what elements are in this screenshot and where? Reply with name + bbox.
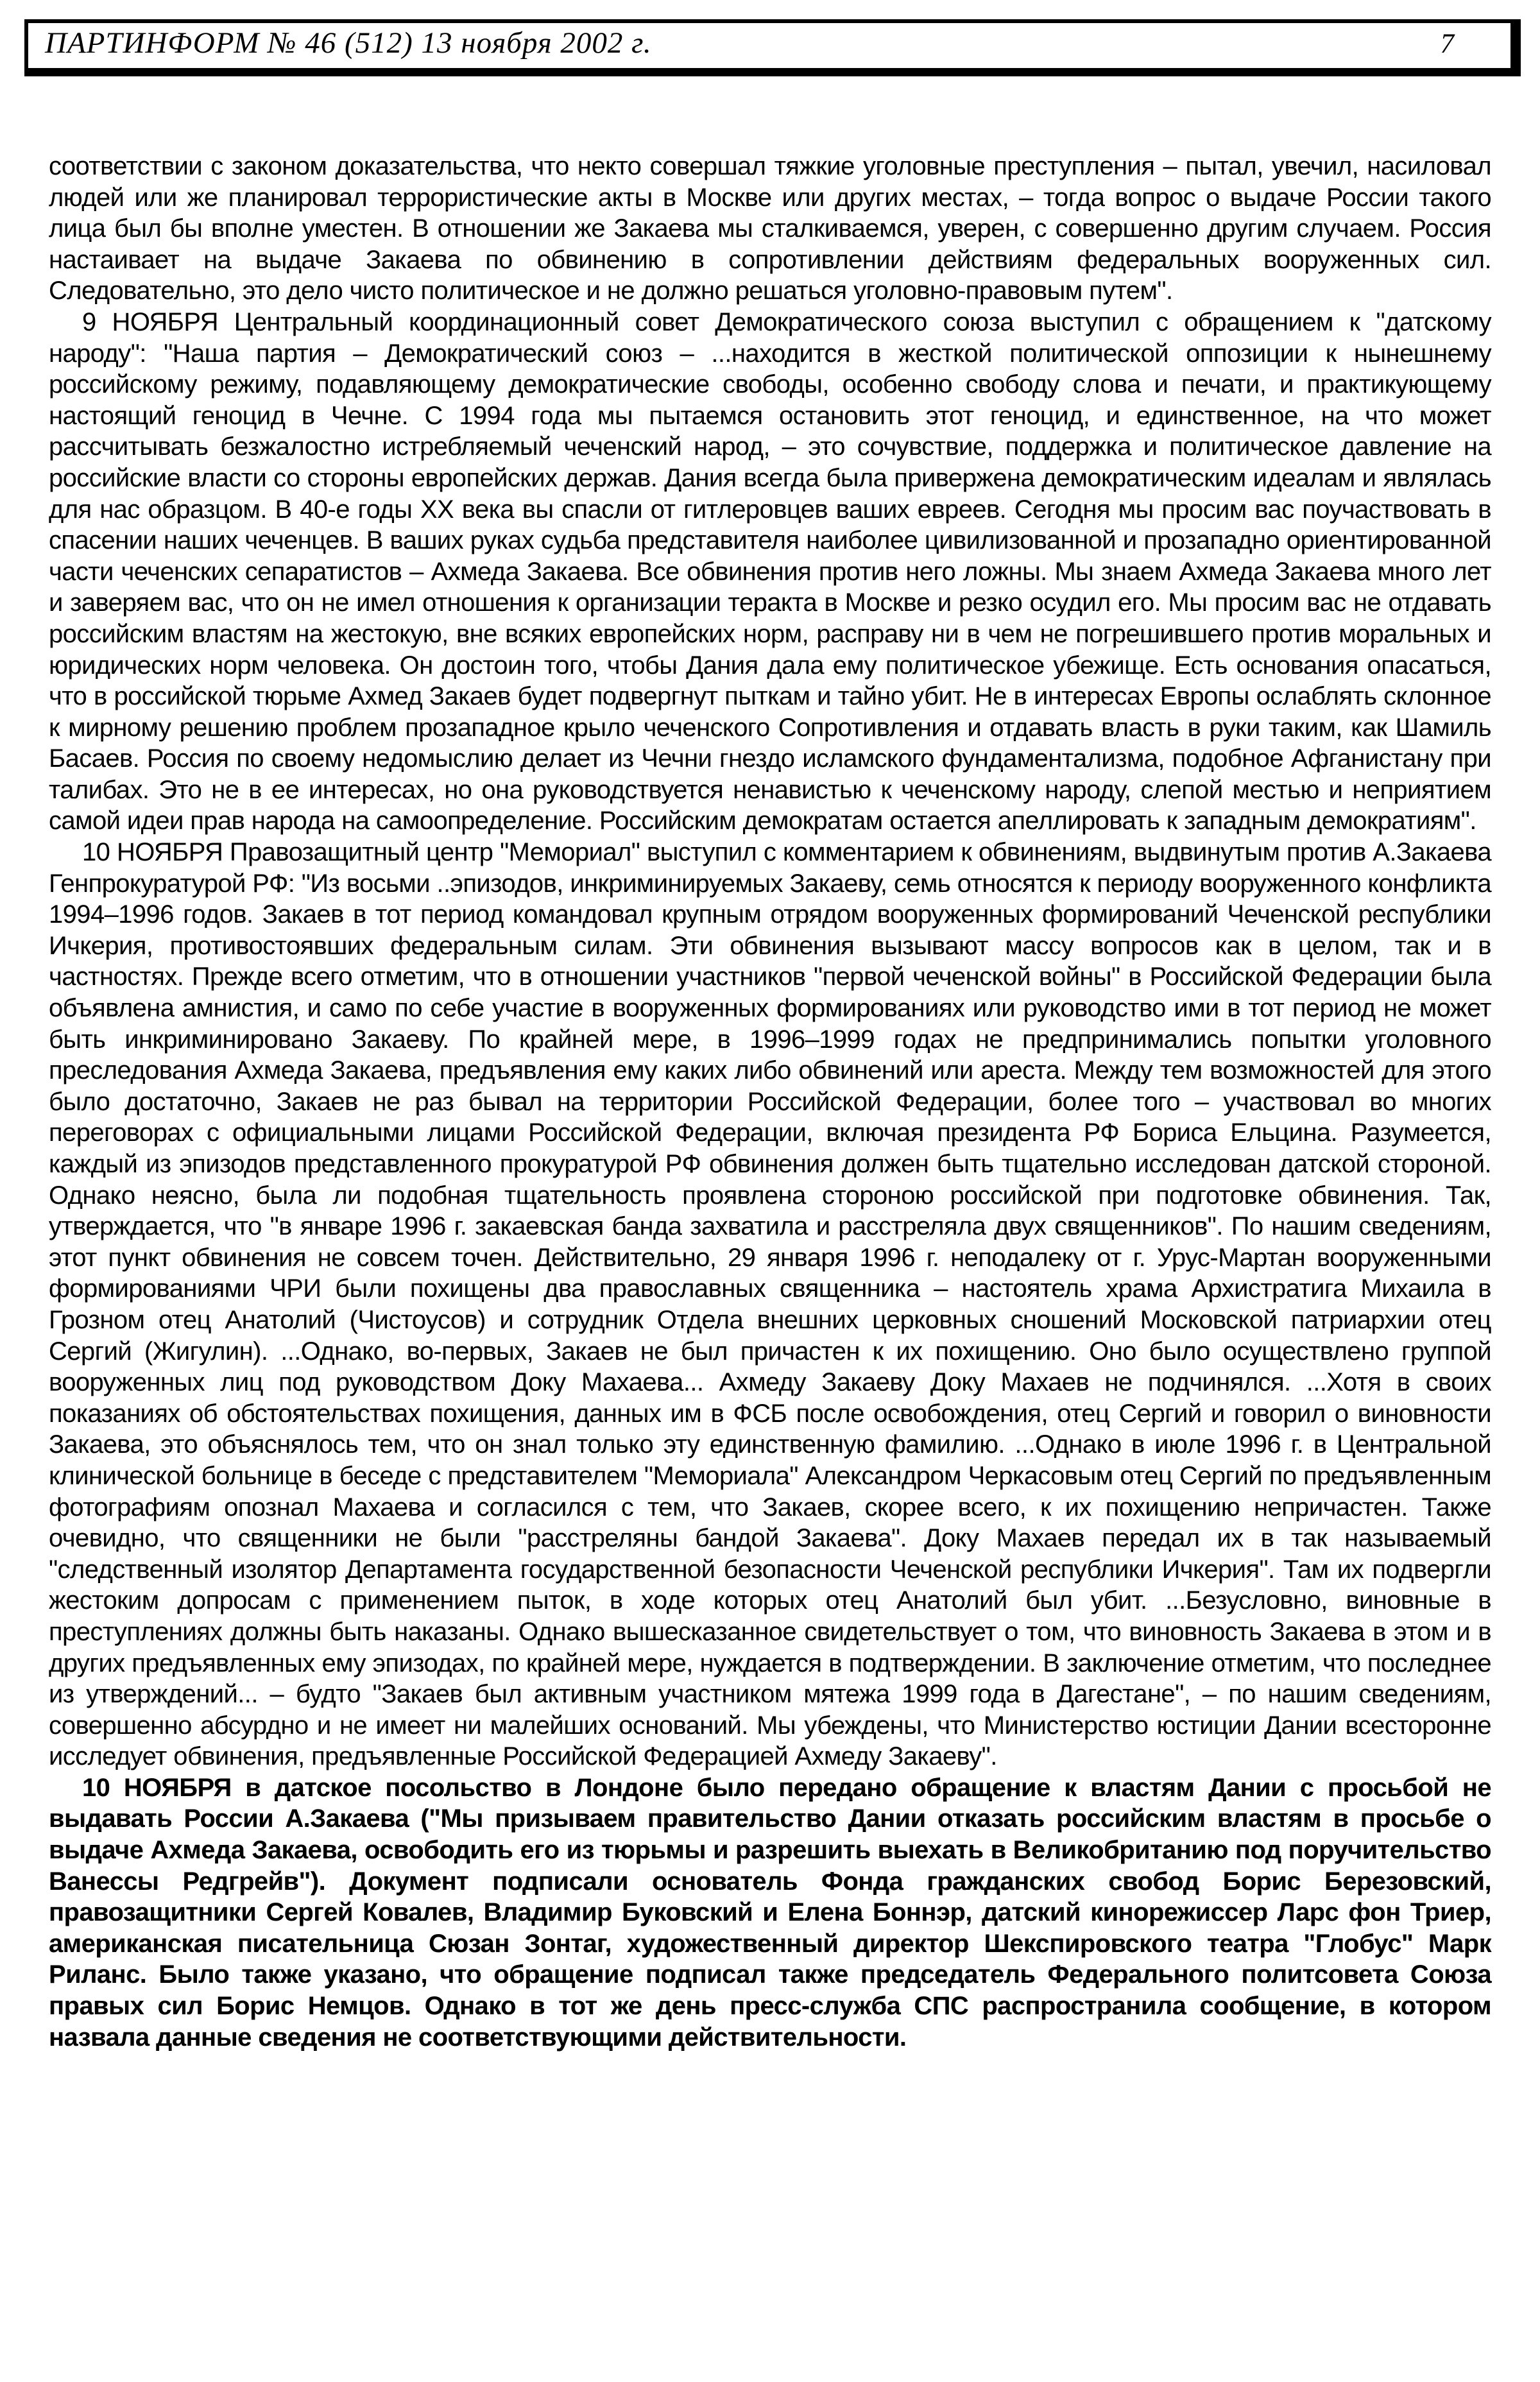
article-body: [49, 151, 1491, 2053]
paragraph-continuation: соответствии с законом доказательства, что некто совершал тяжкие уголовные преступления – пытал, увечил, насиловал людей или же планировал террористические акты в Москве или других местах, – тогда вопрос о выдаче России такого лица был бы вполне уместен. В отношении же Закаева мы сталкиваемся, уверен, с совершенно другим случаем. Россия настаивает на выдаче Закаева по обвинению в сопротивлении действиям федеральных вооруженных сил. Следовательно, это дело чисто политическое и не должно решаться уголовно-правовым путем".: [49, 152, 1491, 305]
paragraph-10-november-embassy: 10 НОЯБРЯ в датское посольство в Лондоне было передано обращение к властям Дании с просьбой не выдавать России А.Закаева ("Мы призываем правительство Дании отказать российским властям в просьбе о выдаче Ахмеда Закаева, освободить его из тюрьмы и разрешить выехать в Великобританию под поручительство Ванессы Редгрейв"). Документ подписали основатель Фонда гражданских свобод Борис Березовский, правозащитники Сергей Ковалев, Владимир Буковский и Елена Боннэр, датский кинорежиссер Ларс фон Триер, американская писательница Сюзан Зонтаг, художественный директор Шекспировского театра "Глобус" Марк Риланс. Было также указано, что обращение подписал также председатель Федерального политсовета Союза правых сил Борис Немцов. Однако в тот же день пресс-служба СПС распространила сообщение, в котором назвала данные сведения не соответствующими действительности.: [49, 1773, 1491, 2052]
page-header: [24, 19, 1521, 76]
page-number: 7: [1440, 29, 1454, 59]
paragraph-9-november-demunion: 9 НОЯБРЯ Центральный координационный совет Демократического союза выступил с обращением к "датскому народу": "Наша партия – Демократический союз – ...находится в жесткой политической оппозиции к нынешнему российскому режиму, подавляющему демократические свободы, особенно свободу слова и печати, и практикующему настоящий геноцид в Чечне. С 1994 года мы пытаемся остановить этот геноцид, и единственное, на что может рассчитывать безжалостно истребляемый чеченский народ, – это сочувствие, поддержка и политическое давление на российские власти со стороны европейских держав. Дания всегда была привержена демократическим идеалам и являлась для нас образцом. В 40-е годы XX века вы спасли от гитлеровцев ваших евреев. Сегодня мы просим вас поучаствовать в спасении наших чеченцев. В ваших руках судьба представителя наиболее цивилизованной и прозападно ориентированной части чеченских сепаратистов – Ахмеда Закаева. Все обвинения против него ложны. Мы знаем Ахмеда Закаева много лет и заверяем вас, что он не имел отношения к организации теракта в Москве и резко осудил его. Мы просим вас не отдавать российским властям на жестокую, вне всяких европейских норм, расправу ни в чем не погрешившего против моральных и юридических норм человека. Он достоин того, чтобы Дания дала ему политическое убежище. Есть основания опасаться, что в российской тюрьме Ахмед Закаев будет подвергнут пыткам и тайно убит. Не в интересах Европы ослаблять склонное к мирному решению проблем прозападное крыло чеченского Сопротивления и отдавать власть в руки таким, как Шамиль Басаев. Россия по своему недомыслию делает из Чечни гнездо исламского фундаментализма, подобное Афганистану при талибах. Это не в ее интересах, но она руководствуется ненавистью к чеченскому народу, слепой местью и неприятием самой идеи прав народа на самоопределение. Российским демократам остается апеллировать к западным демократиям".: [49, 307, 1491, 835]
paragraph-10-november-memorial: 10 НОЯБРЯ Правозащитный центр "Мемориал" выступил с комментарием к обвинениям, выдвинутым против А.Закаева Генпрокуратурой РФ: "Из восьми ..эпизодов, инкриминируемых Закаеву, семь относятся к периоду вооруженного конфликта 1994–1996 годов. Закаев в тот период командовал крупным отрядом вооруженных формирований Чеченской республики Ичкерия, противостоявших федеральным силам. Эти обвинения вызывают массу вопросов как в целом, так и в частностях. Прежде всего отметим, что в отношении участников "первой чеченской войны" в Российской Федерации была объявлена амнистия, и само по себе участие в вооруженных формированиях или руководство ими в тот период не может быть инкриминировано Закаеву. По крайней мере, в 1996–1999 годах не предпринимались попытки уголовного преследования Ахмеда Закаева, предъявления ему каких либо обвинений или ареста. Между тем возможностей для этого было достаточно, Закаев не раз бывал на территории Российской Федерации, более того – участвовал во многих переговорах с официальными лицами Российской Федерации, включая президента РФ Бориса Ельцина. Разумеется, каждый из эпизодов представленного прокуратурой РФ обвинения должен быть тщательно исследован датской стороной. Однако неясно, была ли подобная тщательность проявлена стороною российской при подготовке обвинения. Так, утверждается, что "в январе 1996 г. закаевская банда захватила и расстреляла двух священников". По нашим сведениям, этот пункт обвинения не совсем точен. Действительно, 29 января 1996 г. неподалеку от г. Урус-Мартан вооруженными формированиями ЧРИ были похищены два православных священника – настоятель храма Архистратига Михаила в Грозном отец Анатолий (Чистоусов) и сотрудник Отдела внешних церковных сношений Московской патриархии отец Сергий (Жигулин). ...Однако, во-первых, Закаев не был причастен к их похищению. Оно было осуществлено группой вооруженных лиц под руководством Доку Махаева... Ахмеду Закаеву Доку Махаев не подчинялся. ...Хотя в своих показаниях об обстоятельствах похищения, данных им в ФСБ после освобождения, отец Сергий и говорил о виновности Закаева, это объяснялось тем, что он знал только эту единственную фамилию. ...Однако в июле 1996 г. в Центральной клинической больнице в беседе с представителем "Мемориала" Александром Черкасовым отец Сергий по предъявленным фотографиям опознал Махаева и согласился с тем, что Закаев, скорее всего, к их похищению непричастен. Также очевидно, что священники не были "расстреляны бандой Закаева". Доку Махаев передал их в так называемый "следственный изолятор Департамента государственной безопасности Чеченской республики Ичкерия". Там их подвергли жестоким допросам с применением пыток, в ходе которых отец Анатолий был убит. ...Безусловно, виновные в преступлениях должны быть наказаны. Однако вышесказанное свидетельствует о том, что виновность Закаева в этом и в других предъявленных ему эпизодах, по крайней мере, нуждается в подтверждении. В заключение отметим, что последнее из утверждений... – будто "Закаев был активным участником мятежа 1999 года в Дагестане", – по нашим сведениям, совершенно абсурдно и не имеет ни малейших оснований. Мы убеждены, что Министерство юстиции Дании всесторонне исследует обвинения, предъявленные Российской Федерацией Ахмеду Закаеву".: [49, 838, 1491, 1771]
header-title: ПАРТИНФОРМ № 46 (512) 13 ноября 2002 г.: [45, 26, 652, 60]
